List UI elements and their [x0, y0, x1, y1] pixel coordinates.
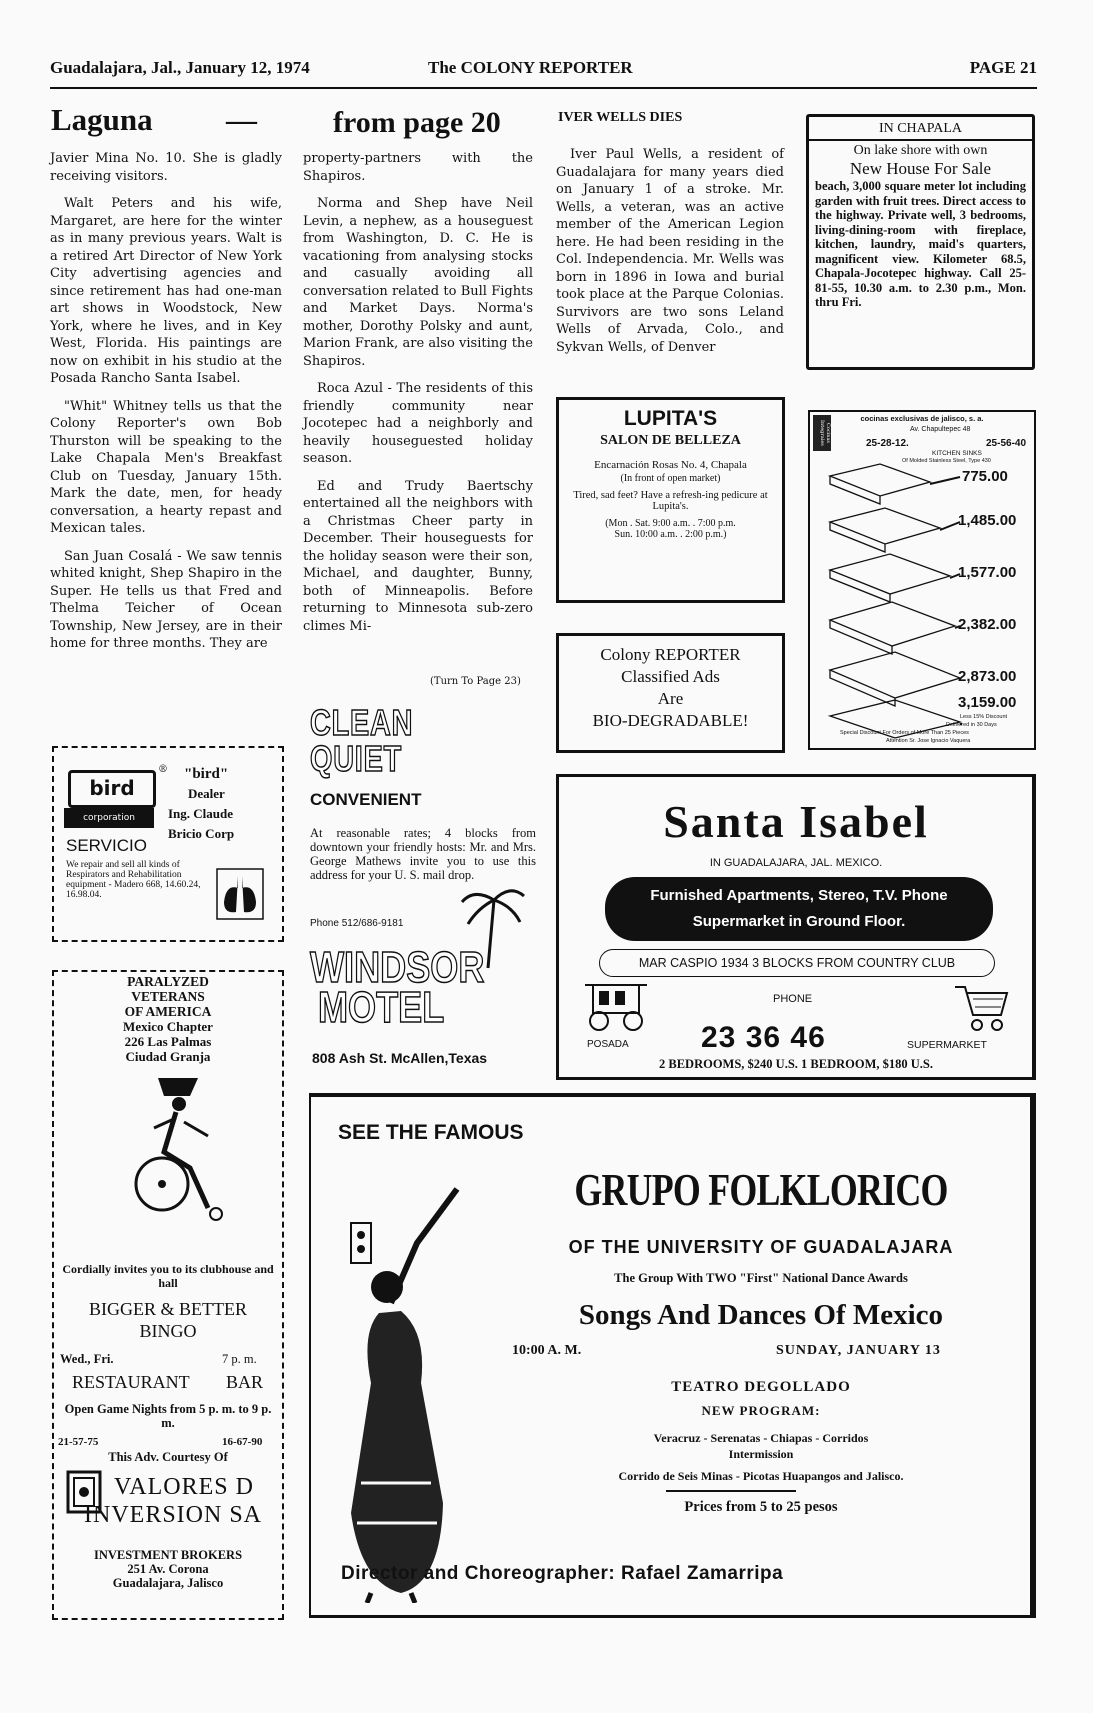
- chapala-line2: New House For Sale: [849, 159, 992, 178]
- sinks-foot-3: Special Discount For Orders of More Than 25 Pieces: [840, 730, 969, 736]
- folklorico-title: GRUPO FOLKLORICO: [574, 1164, 948, 1215]
- lupita-hours-2: Sun. 10:00 a.m. . 2:00 p.m.): [614, 529, 727, 540]
- veterans-address-2: Ciudad Granja: [125, 1049, 211, 1064]
- sink-price-2: 1,485.00: [958, 512, 1017, 529]
- veterans-phone-1: 21-57-75: [58, 1436, 99, 1448]
- motel-phone: Phone 512/686-9181: [310, 918, 404, 929]
- folklorico-venue: TEATRO DEGOLLADO: [671, 1379, 851, 1395]
- folklorico-prog-2: Intermission: [728, 1447, 794, 1461]
- santa-isabel-supermarket: SUPERMARKET: [907, 1039, 987, 1051]
- header-page-label: PAGE 21: [969, 58, 1037, 77]
- laguna-c2-p2: Norma and Shep have Neil Levin, a nephew, as a houseguest from Washington, D. C. He is vacationing from analysing stocks and casually avoiding all conversation related to Bull Fights and Market Days. Norma's mother, Dorothy Polsky and aunt, Marion Frank, are also visiting the Shapiros.: [303, 196, 533, 369]
- veterans-invite: Cordially invites you to its clubhouse and hall: [62, 1262, 274, 1290]
- veterans-days: Wed., Fri.: [60, 1352, 114, 1366]
- veterans-bingo-1: BIGGER & BETTER: [89, 1299, 247, 1319]
- veterans-address-1: 226 Las Palmas: [124, 1034, 212, 1049]
- folklorico-awards: The Group With TWO "First" National Dance Awards: [614, 1271, 908, 1285]
- chapala-ad: [806, 114, 1035, 370]
- laguna-continued: from page 20: [333, 106, 501, 139]
- santa-isabel-phone: 23 36 46: [701, 1021, 826, 1054]
- bird-reg: ®: [158, 764, 168, 775]
- veterans-chapter: Mexico Chapter: [123, 1019, 213, 1034]
- bird-ad: [52, 746, 284, 942]
- bird-dealer: Dealer: [188, 786, 225, 801]
- santa-isabel-name: Santa Isabel: [663, 796, 929, 847]
- wheelchair-figure-icon: [124, 1072, 234, 1232]
- sinks-address: Av. Chapultepec 48: [910, 426, 971, 433]
- sinks-foot-1: Less 15% Discount: [960, 714, 1008, 720]
- chapala-line1: On lake shore with own: [853, 143, 988, 158]
- laguna-c1-p1: Javier Mina No. 10. She is gladly receiving visitors.: [50, 151, 282, 184]
- sink-price-3: 1,577.00: [958, 564, 1017, 581]
- valores-logo-line-2: INVERSION SA: [84, 1502, 263, 1528]
- laguna-c2-p3: Roca Azul - The residents of this friendly community near Jocotepec had a neighborly and heavily houseguested holiday season.: [303, 381, 533, 466]
- header-paper-name: The COLONY REPORTER: [428, 58, 633, 77]
- sinks-top: cocinas exclusivas de jalisco, s. a.: [860, 414, 984, 423]
- veterans-courtesy: This Adv. Courtesy Of: [108, 1450, 228, 1464]
- chapala-title: IN CHAPALA: [809, 117, 1032, 141]
- dancer-figure-icon: [331, 1183, 491, 1603]
- lupita-subtitle: SALON DE BELLEZA: [600, 433, 741, 448]
- sinks-phone-2: 25-56-40: [986, 438, 1027, 449]
- santa-isabel-address: MAR CASPIO 1934 3 BLOCKS FROM COUNTRY CLUB: [599, 949, 995, 977]
- motel-motel: MOTEL: [318, 983, 445, 1032]
- veterans-address-3: 251 Av. Corona: [127, 1562, 209, 1576]
- santa-isabel-posada: POSADA: [587, 1039, 629, 1050]
- laguna-c1-p2: Walt Peters and his wife, Margaret, are here for the winter as in many previous years. Walt is a retired Art Director of New York City advertising agencies and since retirement has had one-man art shows in Woodstock, New York, where he lives, and in Key West, Florida. His paintings are now on exhibit in his studio at the Posada Rancho Santa Isabel.: [50, 196, 282, 386]
- folklorico-divider: [666, 1490, 796, 1492]
- veterans-title-2: VETERANS: [131, 989, 205, 1004]
- veterans-restaurant: RESTAURANT: [72, 1372, 190, 1392]
- folklorico-songs: Songs And Dances Of Mexico: [578, 1299, 944, 1331]
- motel-address: 808 Ash St. McAllen,Texas: [312, 1050, 488, 1066]
- classified-line-3: Are: [657, 689, 684, 708]
- bird-name-1: Ing. Claude: [168, 806, 234, 821]
- sinks-logo: Cocinas Integrales: [813, 415, 831, 451]
- chapala-body: beach, 3,000 square meter lot including garden with fruit trees. Direct access to the highway. Private well, 3 bedrooms, living-dining-room with fireplace, kitchen, laundry, maid's quarters, magnificent view. Kilometer 68.5, Chapala-Jocotepec highway. Call 25-81-55, 10.30 a.m. to 2.30 p.m., Mon. thru Fri.: [815, 179, 1026, 309]
- santa-isabel-rates: 2 BEDROOMS, $240 U.S. 1 BEDROOM, $180 U.S.: [659, 1057, 933, 1071]
- page-header: [50, 58, 1037, 84]
- veterans-bar: BAR: [226, 1372, 264, 1392]
- folklorico-director: Director and Choreographer: Rafael Zamarripa: [341, 1563, 784, 1584]
- veterans-open: Open Game Nights from 5 p. m. to 9 p. m.: [64, 1402, 272, 1430]
- folklorico-ad: [309, 1093, 1036, 1618]
- laguna-c1-p3: "Whit" Whitney tells us that the Colony Reporter's own Bob Thurston will be speaking to the Lake Chapala Men's Breakfast Club on Tuesday, January 15th. Mark the date, men, for heady conversation, a hearty repast and Mexican tales.: [50, 398, 282, 536]
- sinks-product: KITCHEN SINKS: [932, 450, 982, 457]
- lupita-ad: [556, 397, 785, 603]
- sinks-foot-4: Attention Sr. Jose Ignacio Vaquera: [886, 738, 971, 744]
- folklorico-prog-1: Veracruz - Serenatas - Chiapas - Corridos: [653, 1431, 869, 1445]
- carriage-icon: [581, 981, 655, 1033]
- veterans-brokers: INVESTMENT BROKERS: [93, 1548, 243, 1562]
- lupita-location: (In front of open market): [620, 473, 721, 484]
- folklorico-see: SEE THE FAMOUS: [338, 1121, 524, 1144]
- santa-isabel-ad: [556, 774, 1036, 1080]
- shopping-cart-icon: [951, 981, 1011, 1035]
- lupita-address: Encarnación Rosas No. 4, Chapala: [594, 459, 747, 471]
- laguna-column-2: [303, 150, 533, 645]
- folklorico-time: 10:00 A. M.: [512, 1343, 582, 1358]
- obit-title: IVER WELLS DIES: [558, 110, 683, 125]
- sinks-phone-1: 25-28-12.: [866, 438, 909, 449]
- lupita-tagline: Tired, sad feet? Have a refresh-ing pedicure at Lupita's.: [573, 490, 768, 512]
- sink-price-1: 775.00: [962, 468, 1008, 485]
- header-location-date: Guadalajara, Jal., January 12, 1974: [50, 58, 310, 77]
- veterans-title-1: PARALYZED: [127, 974, 209, 989]
- santa-isabel-city: IN GUADALAJARA, JAL. MEXICO.: [709, 857, 883, 869]
- turn-to-page: (Turn To Page 23): [430, 676, 521, 687]
- bird-servicio: SERVICIO: [66, 836, 147, 855]
- motel-clean: CLEAN: [310, 702, 414, 743]
- laguna-column-1: [50, 150, 282, 663]
- santa-isabel-features: Furnished Apartments, Stereo, T.V. Phone: [650, 887, 948, 904]
- folklorico-prices: Prices from 5 to 25 pesos: [684, 1499, 838, 1515]
- motel-body: At reasonable rates; 4 blocks from downtown your friendly hosts: Mr. and Mrs. George Mathews invite you to use this address for your U. S. mail drop.: [310, 826, 536, 882]
- lupita-hours-1: (Mon . Sat. 9:00 a.m. . 7:00 p.m.: [605, 518, 736, 529]
- veterans-title-3: OF AMERICA: [124, 1004, 212, 1019]
- santa-isabel-supermarket-note: Supermarket in Ground Floor.: [692, 913, 906, 930]
- valores-logo-line-1: VALORES D: [114, 1474, 254, 1500]
- motel-windsor: WINDSOR: [310, 943, 485, 992]
- lupita-title: LUPITA'S: [623, 407, 718, 430]
- laguna-c1-p4: San Juan Cosalá - We saw tennis whited knight, Shep Shapiro in the Super. He tells us that Fred and Thelma Teicher of Ocean Township, New Jersey, are in their home for three months. They are: [50, 548, 282, 651]
- header-rule: [50, 87, 1037, 89]
- veterans-ad: [52, 970, 284, 1620]
- santa-isabel-phone-label: PHONE: [773, 993, 813, 1005]
- classified-line-1: Colony REPORTER: [600, 645, 741, 664]
- lungs-icon: [216, 868, 264, 920]
- sinks-ad: [808, 410, 1036, 750]
- veterans-phone-2: 16-67-90: [222, 1436, 263, 1448]
- motel-quiet: QUIET: [310, 738, 403, 779]
- folklorico-univ: OF THE UNIVERSITY OF GUADALAJARA: [568, 1237, 954, 1257]
- veterans-address-4: Guadalajara, Jalisco: [112, 1576, 224, 1590]
- sink-price-4: 2,382.00: [958, 616, 1017, 633]
- motel-convenient: CONVENIENT: [310, 790, 422, 809]
- veterans-time: 7 p. m.: [222, 1352, 257, 1366]
- folklorico-prog-3: Corrido de Seis Minas - Picotas Huapangos and Jalisco.: [618, 1469, 904, 1483]
- laguna-dash: —: [226, 102, 257, 137]
- sinks-steel: Of Molded Stainless Steel, Type 430: [902, 458, 991, 464]
- folklorico-date: SUNDAY, JANUARY 13: [776, 1343, 941, 1358]
- bird-logo-corp: corporation: [64, 808, 154, 828]
- bird-name-2: Bricio Corp: [168, 826, 235, 841]
- sink-price-6: 3,159.00: [958, 694, 1017, 711]
- folklorico-program: NEW PROGRAM:: [701, 1403, 821, 1418]
- laguna-title: Laguna: [51, 102, 153, 137]
- bird-title: "bird": [184, 766, 229, 782]
- obit-body: Iver Paul Wells, a resident of Guadalajara for many years died on January 1 of a stroke. Mr. Wells, a veteran, was an active member of the American Legion here. He had been residing in the Col. Independencia. Mr. Wells was born in 1896 in Iowa and burial took place at the Parque Colonias. Survivors are two sons Leland Wells of Arvada, Colo., and Sykvan Wells, of Denver: [556, 147, 784, 355]
- sink-price-5: 2,873.00: [958, 668, 1017, 685]
- classified-line-2: Classified Ads: [621, 667, 720, 686]
- laguna-c2-p1: property-partners with the Shapiros.: [303, 151, 533, 184]
- laguna-c2-p4: Ed and Trudy Baertschy entertained all the neighbors with a Christmas Cheer party in December. Their houseguests for the holiday season were their son, Michael, and daughter, Bunny, both of Minneapolis. Before returning to Minnesota sub-zero climes Mi-: [303, 478, 533, 634]
- classified-ad: [556, 633, 785, 753]
- bird-body: We repair and sell all kinds of Respirators and Rehabilitation equipment - Madero 668, 14.60.24, 16.98.04.: [66, 860, 201, 900]
- bird-logo: bird: [68, 770, 156, 808]
- veterans-bingo-2: BINGO: [139, 1321, 197, 1341]
- sinks-foot-2: Delivered in 30 Days: [946, 722, 997, 728]
- classified-line-4: BIO-DEGRADABLE!: [592, 711, 749, 730]
